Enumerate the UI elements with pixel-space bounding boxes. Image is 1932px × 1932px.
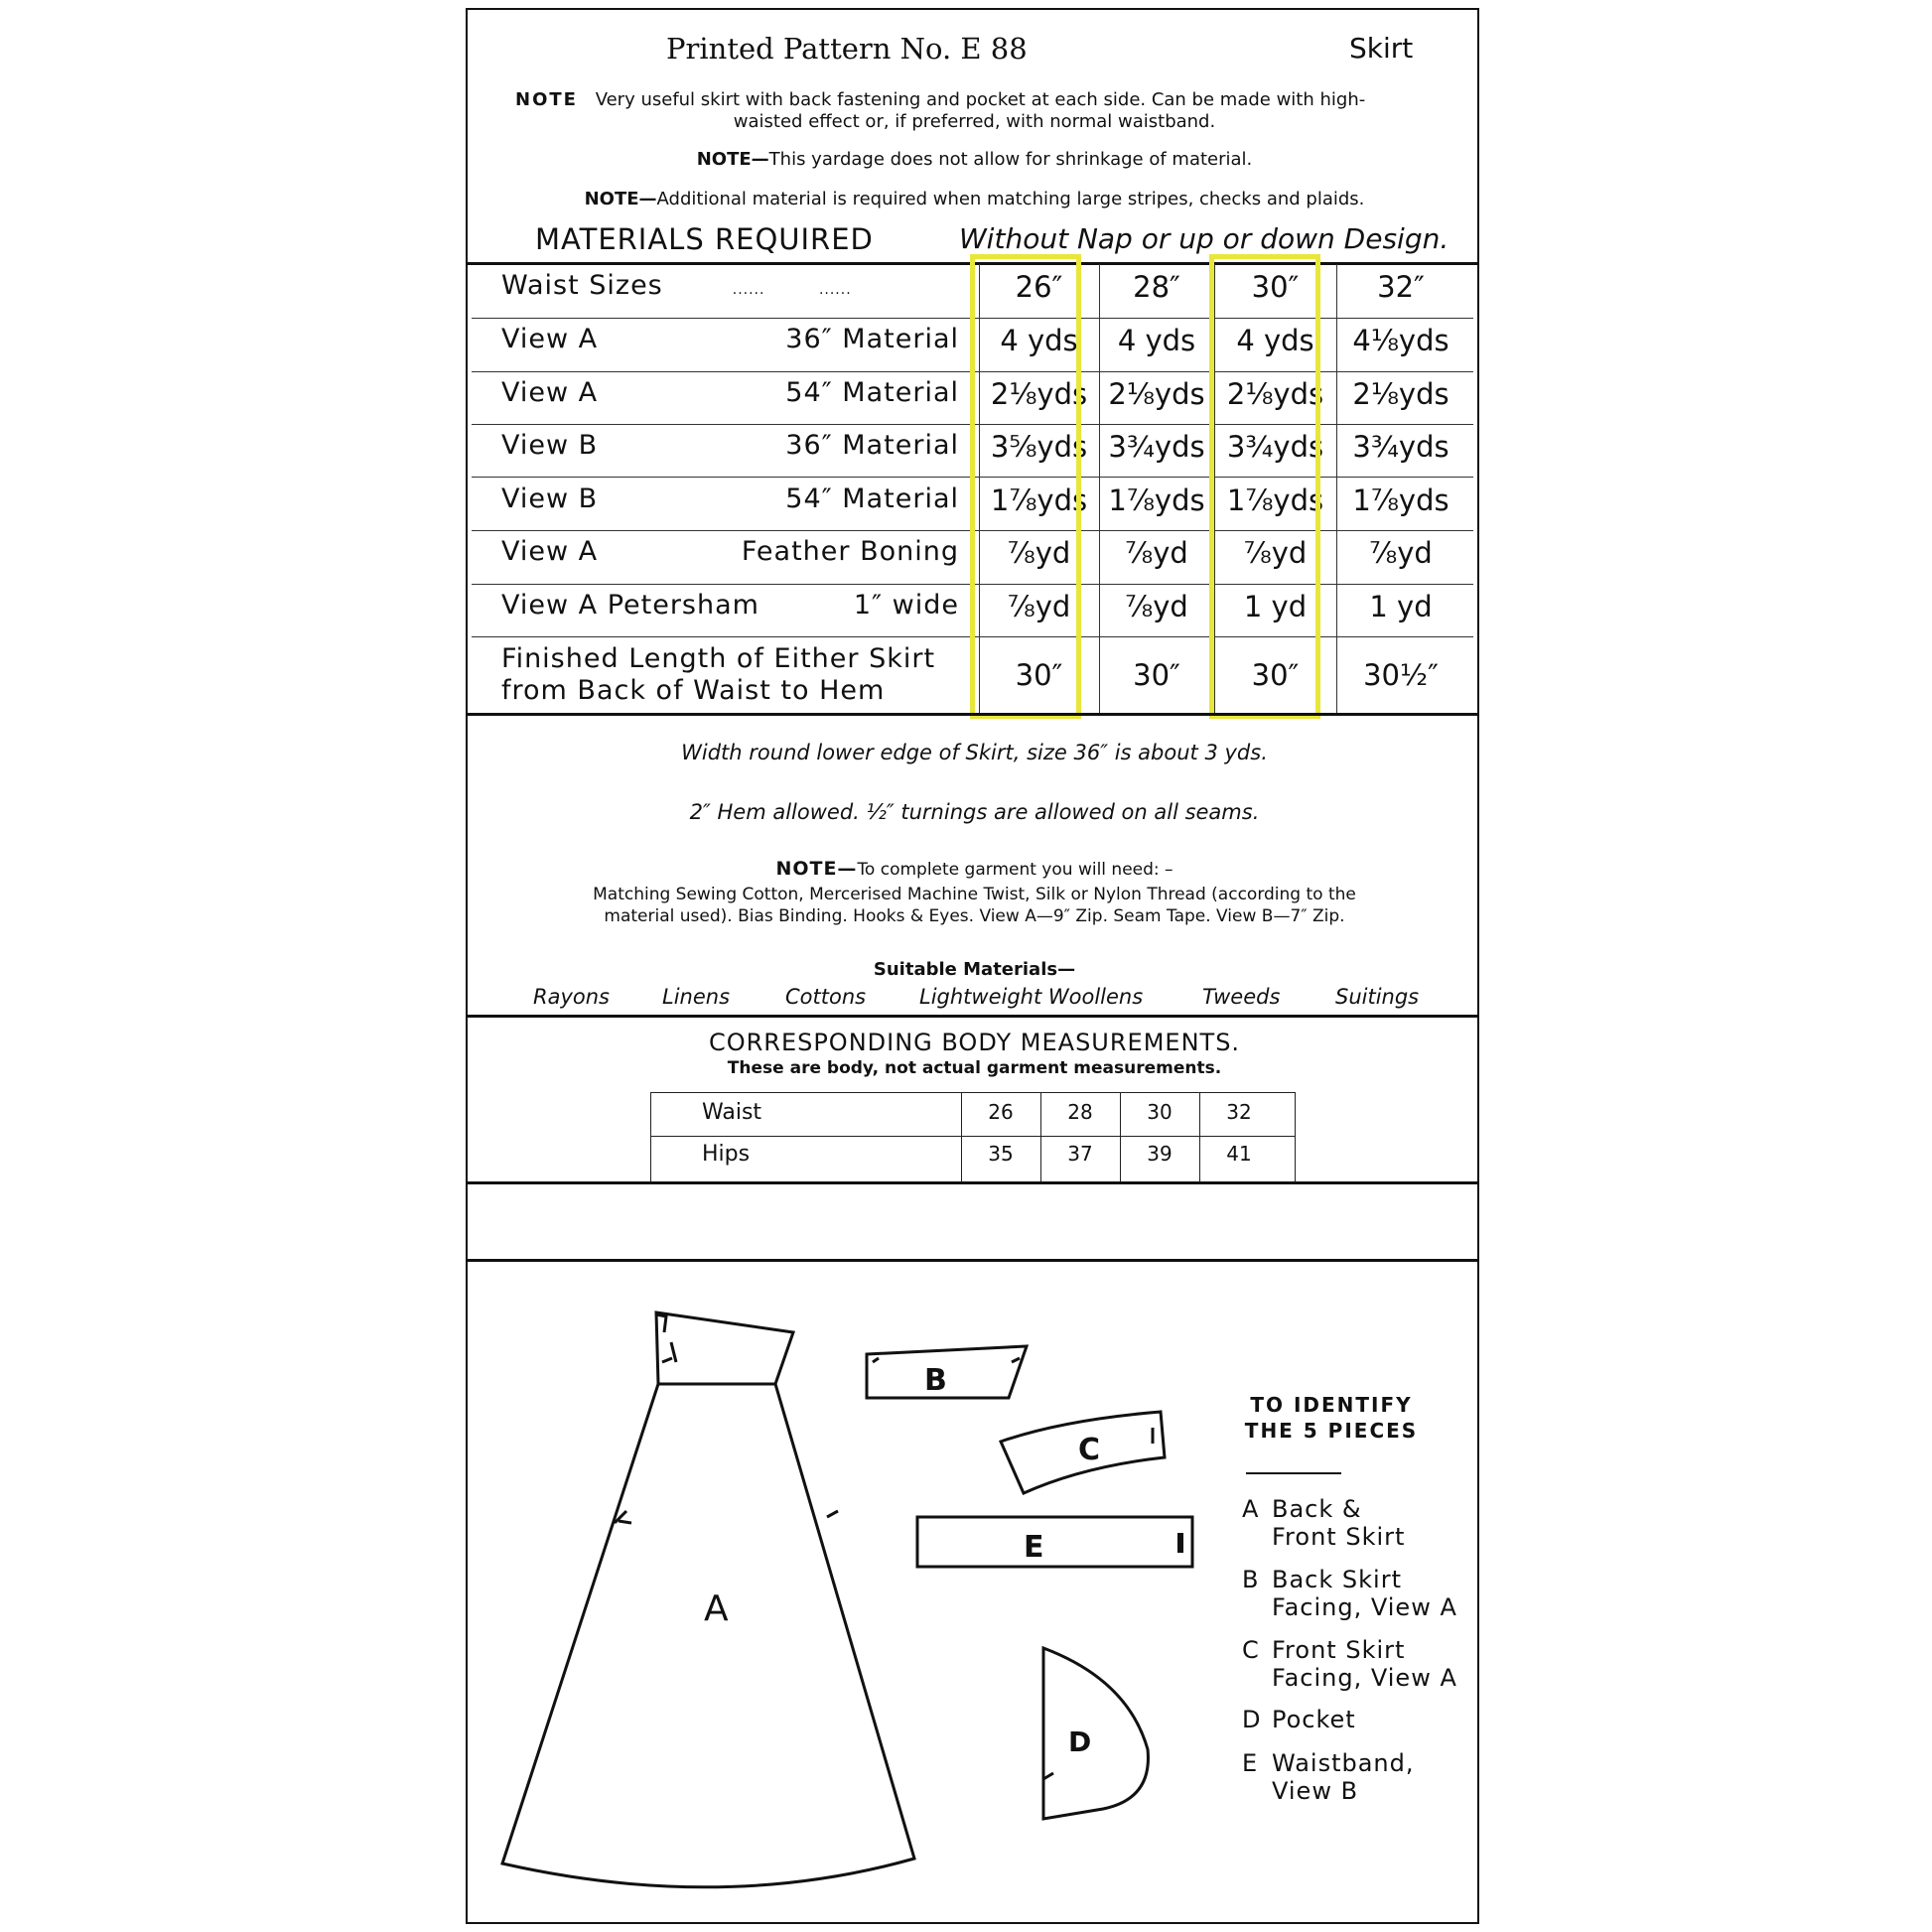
- body-table: [650, 1092, 1296, 1181]
- piece-key: A: [1242, 1495, 1260, 1523]
- body-value: 41: [1226, 1142, 1252, 1166]
- piece-item: [1242, 1566, 1457, 1621]
- row-desc: 36″ Material: [785, 430, 959, 461]
- row-value: ⅞yd: [1007, 536, 1071, 570]
- piece-letter: C: [1078, 1433, 1101, 1467]
- pattern-envelope: [466, 8, 1479, 1924]
- highlight-box: [970, 254, 1081, 719]
- row-value: 1⅞yds: [1226, 483, 1324, 517]
- body-value: 30: [1147, 1100, 1173, 1124]
- row-label: View B: [501, 483, 599, 514]
- row-desc: 54″ Material: [785, 377, 959, 408]
- row-value: 3¾yds: [1108, 430, 1205, 464]
- piece-desc: Facing, View A: [1272, 1664, 1457, 1692]
- piece-desc: Front Skirt: [1272, 1523, 1406, 1551]
- divider: [468, 713, 1477, 716]
- row-value: ⅞yd: [1369, 536, 1433, 570]
- identify-heading-line: THE 5 PIECES: [1244, 1419, 1419, 1443]
- piece-e: [917, 1517, 1192, 1567]
- piece-desc: Back &: [1272, 1495, 1362, 1523]
- row-value: ⅞yd: [1125, 590, 1188, 623]
- note-3: [468, 189, 1481, 209]
- note-2-label: NOTE—: [696, 149, 769, 170]
- row-label: View A Petersham: [501, 590, 759, 621]
- piece-letter: D: [1068, 1725, 1092, 1758]
- pattern-title: Printed Pattern No. E 88: [666, 32, 1028, 66]
- body-value: 32: [1226, 1100, 1252, 1124]
- row-value: 1⅞yds: [1108, 483, 1205, 517]
- notions-line-2: material used). Bias Binding. Hooks & Eyes. View A—9″ Zip. Seam Tape. View B—7″ Zip.: [604, 906, 1345, 926]
- complete-label: NOTE—: [775, 858, 858, 880]
- row-desc: Feather Boning: [741, 536, 959, 567]
- piece-d: [1043, 1648, 1148, 1819]
- row-value: ⅞yd: [1243, 536, 1308, 570]
- note-1-cont: waisted effect or, if preferred, with normal waistband.: [733, 111, 1216, 132]
- piece-letter: B: [924, 1363, 947, 1398]
- identify-heading: [1232, 1392, 1431, 1444]
- length-label-1: Finished Length of Either Skirt: [501, 643, 936, 674]
- piece-desc: View B: [1272, 1777, 1359, 1805]
- width-note: Width round lower edge of Skirt, size 36″ is about 3 yds.: [681, 741, 1268, 764]
- body-value: 35: [988, 1142, 1014, 1166]
- complete-note: [468, 858, 1481, 880]
- row-value: 2⅛yds: [990, 377, 1088, 411]
- suitable-material: Lightweight Woollens: [919, 985, 1144, 1009]
- suitable-material: Cottons: [785, 985, 867, 1009]
- waist-sizes-label: Waist Sizes ...... ......: [501, 270, 852, 301]
- body-heading: CORRESPONDING BODY MEASUREMENTS.: [708, 1029, 1241, 1056]
- body-row-label: Hips: [702, 1142, 751, 1167]
- complete-text: To complete garment you will need: –: [857, 860, 1173, 880]
- piece-key: B: [1242, 1566, 1260, 1593]
- row-value: 3¾yds: [1352, 430, 1449, 464]
- notions-line-1: Matching Sewing Cotton, Mercerised Machine Twist, Silk or Nylon Thread (according to the: [593, 885, 1356, 904]
- suitable-material: Suitings: [1335, 985, 1420, 1009]
- row-value: 2⅛yds: [1108, 377, 1205, 411]
- body-row-label: Waist: [702, 1100, 762, 1125]
- row-value: ⅞yd: [1125, 536, 1188, 570]
- row-desc: 54″ Material: [785, 483, 959, 514]
- row-value: ⅞yd: [1007, 590, 1071, 623]
- piece-item: [1242, 1749, 1415, 1805]
- length-value: 30″: [1133, 658, 1180, 692]
- body-value: 26: [988, 1100, 1014, 1124]
- piece-item: [1242, 1495, 1405, 1551]
- piece-item: [1242, 1636, 1457, 1692]
- body-value: 28: [1067, 1100, 1093, 1124]
- piece-desc: Pocket: [1272, 1706, 1356, 1733]
- row-desc: 36″ Material: [785, 324, 959, 354]
- length-value: 30½″: [1363, 658, 1439, 692]
- note-2-text: This yardage does not allow for shrinkage of material.: [768, 149, 1253, 170]
- row-label: View A: [501, 377, 599, 408]
- hem-note: 2″ Hem allowed. ½″ turnings are allowed on all seams.: [689, 800, 1260, 824]
- body-value: 37: [1067, 1142, 1093, 1166]
- row-value: 4⅛yds: [1352, 324, 1449, 357]
- row-value: 2⅛yds: [1226, 377, 1324, 411]
- piece-letter: A: [704, 1588, 729, 1629]
- row-label: View A: [501, 324, 599, 354]
- piece-letter: E: [1024, 1530, 1044, 1565]
- body-subheading: These are body, not actual garment measurements.: [727, 1058, 1222, 1078]
- piece-key: E: [1242, 1749, 1259, 1777]
- note-3-label: NOTE—: [584, 189, 657, 209]
- suitable-material: Linens: [662, 985, 731, 1009]
- note-1-text: Very useful skirt with back fastening and pocket at each side. Can be made with high-: [595, 89, 1366, 110]
- size-header: 28″: [1133, 270, 1180, 304]
- piece-desc: Facing, View A: [1272, 1593, 1457, 1621]
- piece-desc: Front Skirt: [1272, 1636, 1406, 1664]
- length-value: 30″: [1015, 658, 1063, 692]
- piece-desc: Waistband,: [1272, 1749, 1415, 1777]
- note-3-text: Additional material is required when matching large stripes, checks and plaids.: [656, 189, 1365, 209]
- row-value: 3¾yds: [1226, 430, 1324, 464]
- row-value: 1⅞yds: [1352, 483, 1449, 517]
- garment-type: Skirt: [1349, 32, 1414, 65]
- divider: [468, 1181, 1477, 1184]
- highlight-box: [1209, 254, 1320, 719]
- length-label-2: from Back of Waist to Hem: [501, 675, 886, 706]
- divider: [468, 1259, 1477, 1262]
- piece-key: C: [1242, 1636, 1260, 1664]
- row-label: View A: [501, 536, 599, 567]
- piece-desc: Back Skirt: [1272, 1566, 1402, 1593]
- row-value: 3⅝yds: [990, 430, 1088, 464]
- note-label: NOTE: [515, 89, 578, 110]
- divider: [468, 1015, 1477, 1018]
- row-value: 4 yds: [1236, 324, 1314, 357]
- piece-key: D: [1242, 1706, 1262, 1733]
- row-value: 1⅞yds: [990, 483, 1088, 517]
- suitable-material: Rayons: [533, 985, 610, 1009]
- row-label: View B: [501, 430, 599, 461]
- size-header: 26″: [1015, 270, 1063, 304]
- suitable-material: Tweeds: [1202, 985, 1281, 1009]
- row-value: 1 yd: [1243, 590, 1308, 623]
- piece-item: [1242, 1706, 1356, 1733]
- row-value: 1 yd: [1369, 590, 1433, 623]
- row-value: 2⅛yds: [1352, 377, 1449, 411]
- row-desc: 1″ wide: [853, 590, 959, 621]
- note-1: [515, 89, 1365, 110]
- row-value: 4 yds: [1117, 324, 1196, 357]
- length-value: 30″: [1251, 658, 1300, 692]
- materials-subheading: Without Nap or up or down Design.: [959, 222, 1449, 255]
- materials-heading: MATERIALS REQUIRED: [535, 222, 874, 256]
- row-value: 4 yds: [1000, 324, 1078, 357]
- note-2: [468, 149, 1481, 170]
- identify-heading-line: TO IDENTIFY: [1250, 1393, 1413, 1417]
- suitable-heading: Suitable Materials—: [873, 959, 1076, 980]
- size-header: 30″: [1251, 270, 1300, 304]
- body-value: 39: [1147, 1142, 1173, 1166]
- size-header: 32″: [1377, 270, 1425, 304]
